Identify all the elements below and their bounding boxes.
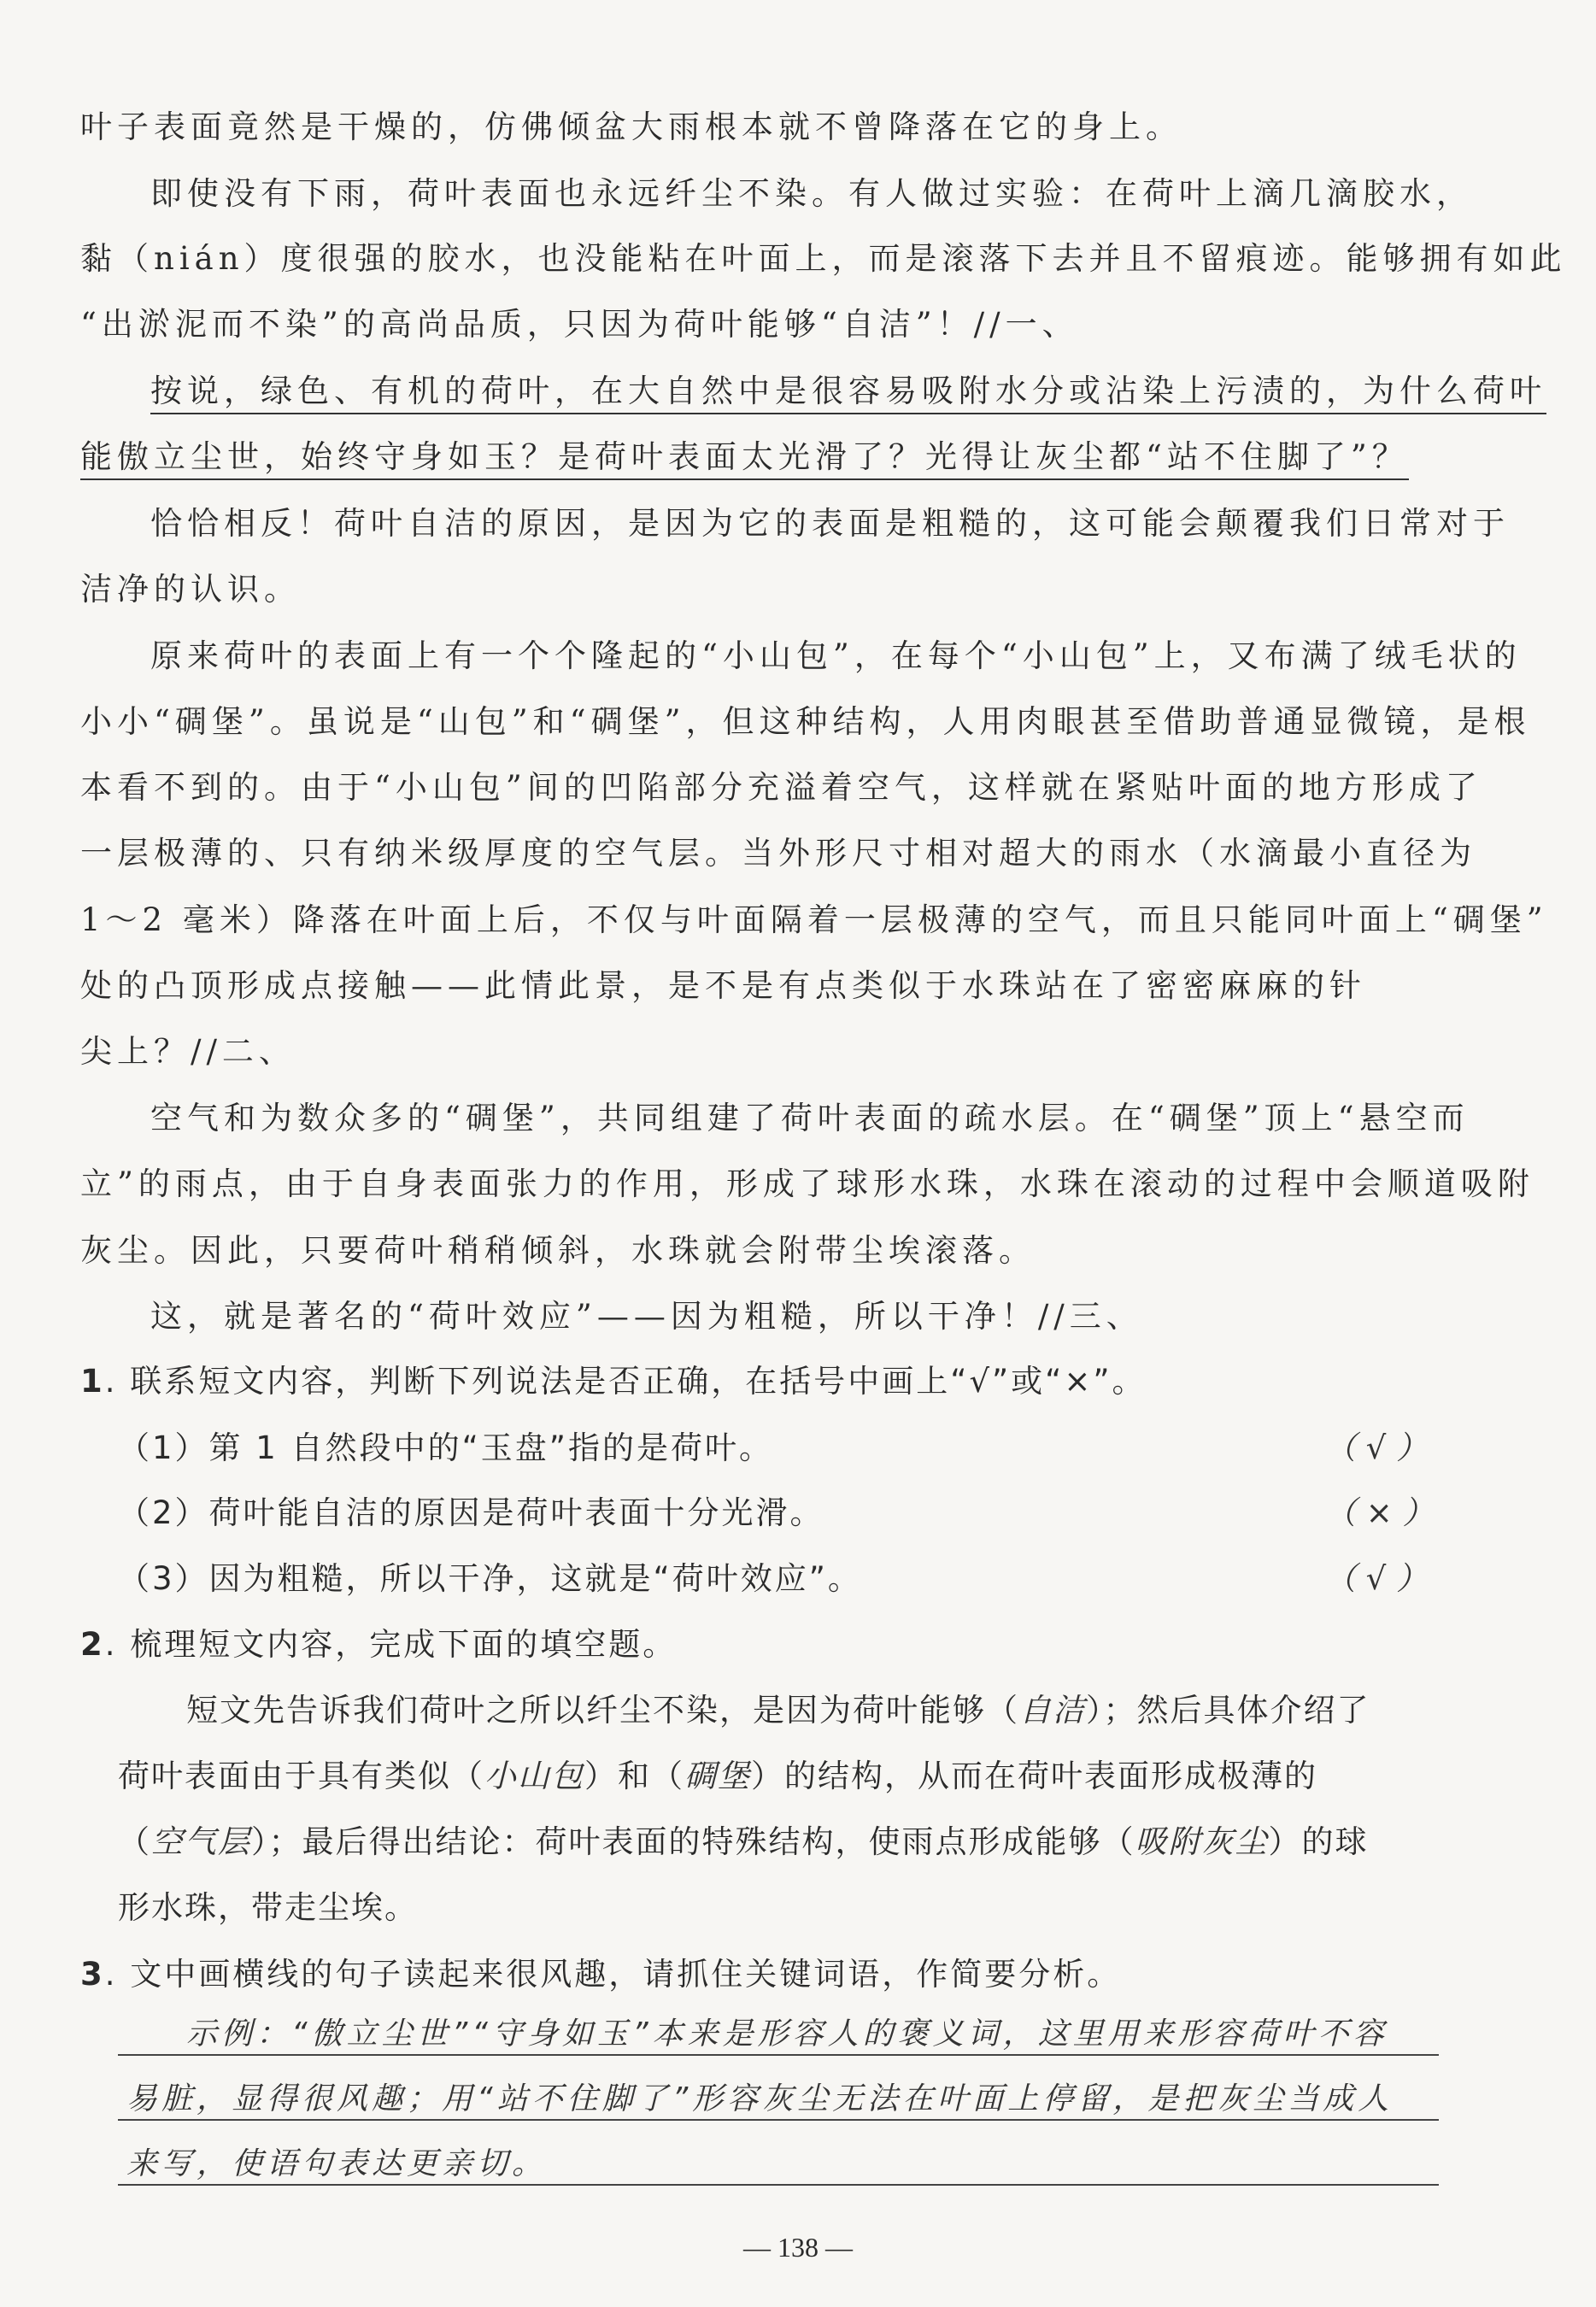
- passage-line: 叶子表面竟然是干燥的，仿佛倾盆大雨根本就不曾降落在它的身上。: [80, 109, 1182, 145]
- written-answer-line[interactable]: 易脏，显得很风趣；用“站不住脚了”形容灰尘无法在叶面上停留，是把灰尘当成人: [126, 2081, 1394, 2116]
- written-answer-line[interactable]: 来写，使语句表达更亲切。: [126, 2146, 548, 2181]
- passage-line: 空气和为数众多的“碉堡”，共同组建了荷叶表面的疏水层。在“碉堡”顶上“悬空而: [150, 1100, 1470, 1136]
- passage-line: 恰恰相反！荷叶自洁的原因，是因为它的表面是粗糙的，这可能会颠覆我们日常对于: [150, 505, 1510, 542]
- judgement-answer-box[interactable]: （ √ ）: [1324, 1560, 1429, 1597]
- passage-line: 小小“碉堡”。虽说是“山包”和“碉堡”，但这种结构，人用肉眼甚至借助普通显微镜，是根: [80, 703, 1531, 740]
- passage-line: 灰尘。因此，只要荷叶稍稍倾斜，水珠就会附带尘埃滚落。: [80, 1232, 1036, 1269]
- fill-blank-line: 短文先告诉我们荷叶之所以纤尘不染，是因为荷叶能够（自洁）；然后具体介绍了: [186, 1692, 1370, 1729]
- writing-rule: [118, 2119, 1439, 2121]
- writing-rule: [118, 2054, 1439, 2056]
- passage-line: 1～2 毫米）降落在叶面上后，不仅与叶面隔着一层极薄的空气，而且只能同叶面上“碉堡”: [80, 901, 1548, 938]
- fill-blank-line: 形水珠，带走尘埃。: [118, 1889, 418, 1926]
- fill-blank[interactable]: 碉堡: [684, 1758, 751, 1794]
- passage-line: 这，就是著名的“荷叶效应”——因为粗糙，所以干净！//三、: [150, 1298, 1143, 1335]
- passage-line: 黏（nián）度很强的胶水，也没能粘在叶面上，而是滚落下去并且不留痕迹。能够拥有如此: [80, 240, 1567, 277]
- judgement-item: （2）荷叶能自洁的原因是荷叶表面十分光滑。: [118, 1494, 824, 1531]
- judgement-item: （3）因为粗糙，所以干净，这就是“荷叶效应”。: [118, 1560, 862, 1597]
- fill-blank-line: （空气层）；最后得出结论：荷叶表面的特殊结构，使雨点形成能够（吸附灰尘）的球: [118, 1823, 1369, 1860]
- page-number: — 138 —: [743, 2232, 853, 2263]
- question-3-prompt: 3. 文中画横线的句子读起来很风趣，请抓住关键词语，作简要分析。: [80, 1956, 1122, 1993]
- passage-line: 原来荷叶的表面上有一个个隆起的“小山包”，在每个“小山包”上，又布满了绒毛状的: [150, 637, 1522, 674]
- fill-blank[interactable]: 吸附灰尘: [1135, 1823, 1269, 1860]
- underlined-sentence: 按说，绿色、有机的荷叶，在大自然中是很容易吸附水分或沾染上污渍的，为什么荷叶: [150, 365, 1509, 411]
- passage-line: 处的凸顶形成点接触——此情此景，是不是有点类似于水珠站在了密密麻麻的针: [80, 967, 1366, 1004]
- passage-line: 立”的雨点，由于自身表面张力的作用，形成了球形水珠，水珠在滚动的过程中会顺道吸附: [80, 1165, 1534, 1202]
- fill-blank[interactable]: 自洁: [1019, 1692, 1086, 1729]
- question-1-prompt: 1. 联系短文内容，判断下列说法是否正确，在括号中画上“√”或“×”。: [80, 1363, 1147, 1400]
- passage-line: 一层极薄的、只有纳米级厚度的空气层。当外形尺寸相对超大的雨水（水滴最小直径为: [80, 835, 1476, 872]
- passage-line: 即使没有下雨，荷叶表面也永远纤尘不染。有人做过实验：在荷叶上滴几滴胶水，: [150, 175, 1473, 212]
- judgement-answer-box[interactable]: （ × ）: [1324, 1494, 1435, 1531]
- passage-line: 洁净的认识。: [80, 571, 301, 608]
- writing-rule: [118, 2184, 1439, 2186]
- written-answer-line[interactable]: 示例：“傲立尘世”“守身如玉”本来是形容人的褒义词，这里用来形容荷叶不容: [186, 2016, 1388, 2052]
- passage-line: 尖上？//二、: [80, 1033, 296, 1070]
- passage-line: “出淤泥而不染”的高尚品质，只因为荷叶能够“自洁”！//一、: [80, 306, 1079, 343]
- passage-line: 本看不到的。由于“小山包”间的凹陷部分充溢着空气，这样就在紧贴叶面的地方形成了: [80, 769, 1482, 806]
- underlined-sentence: 能傲立尘世，始终守身如玉？是荷叶表面太光滑了？光得让灰尘都“站不住脚了”？: [80, 431, 1439, 477]
- judgement-item: （1）第 1 自然段中的“玉盘”指的是荷叶。: [118, 1429, 773, 1466]
- question-2-prompt: 2. 梳理短文内容，完成下面的填空题。: [80, 1626, 678, 1663]
- fill-blank-line: 荷叶表面由于具有类似（小山包）和（碉堡）的结构，从而在荷叶表面形成极薄的: [118, 1758, 1317, 1794]
- judgement-answer-box[interactable]: （ √ ）: [1324, 1429, 1429, 1466]
- fill-blank[interactable]: 小山包: [484, 1758, 584, 1794]
- fill-blank[interactable]: 空气层: [151, 1823, 251, 1860]
